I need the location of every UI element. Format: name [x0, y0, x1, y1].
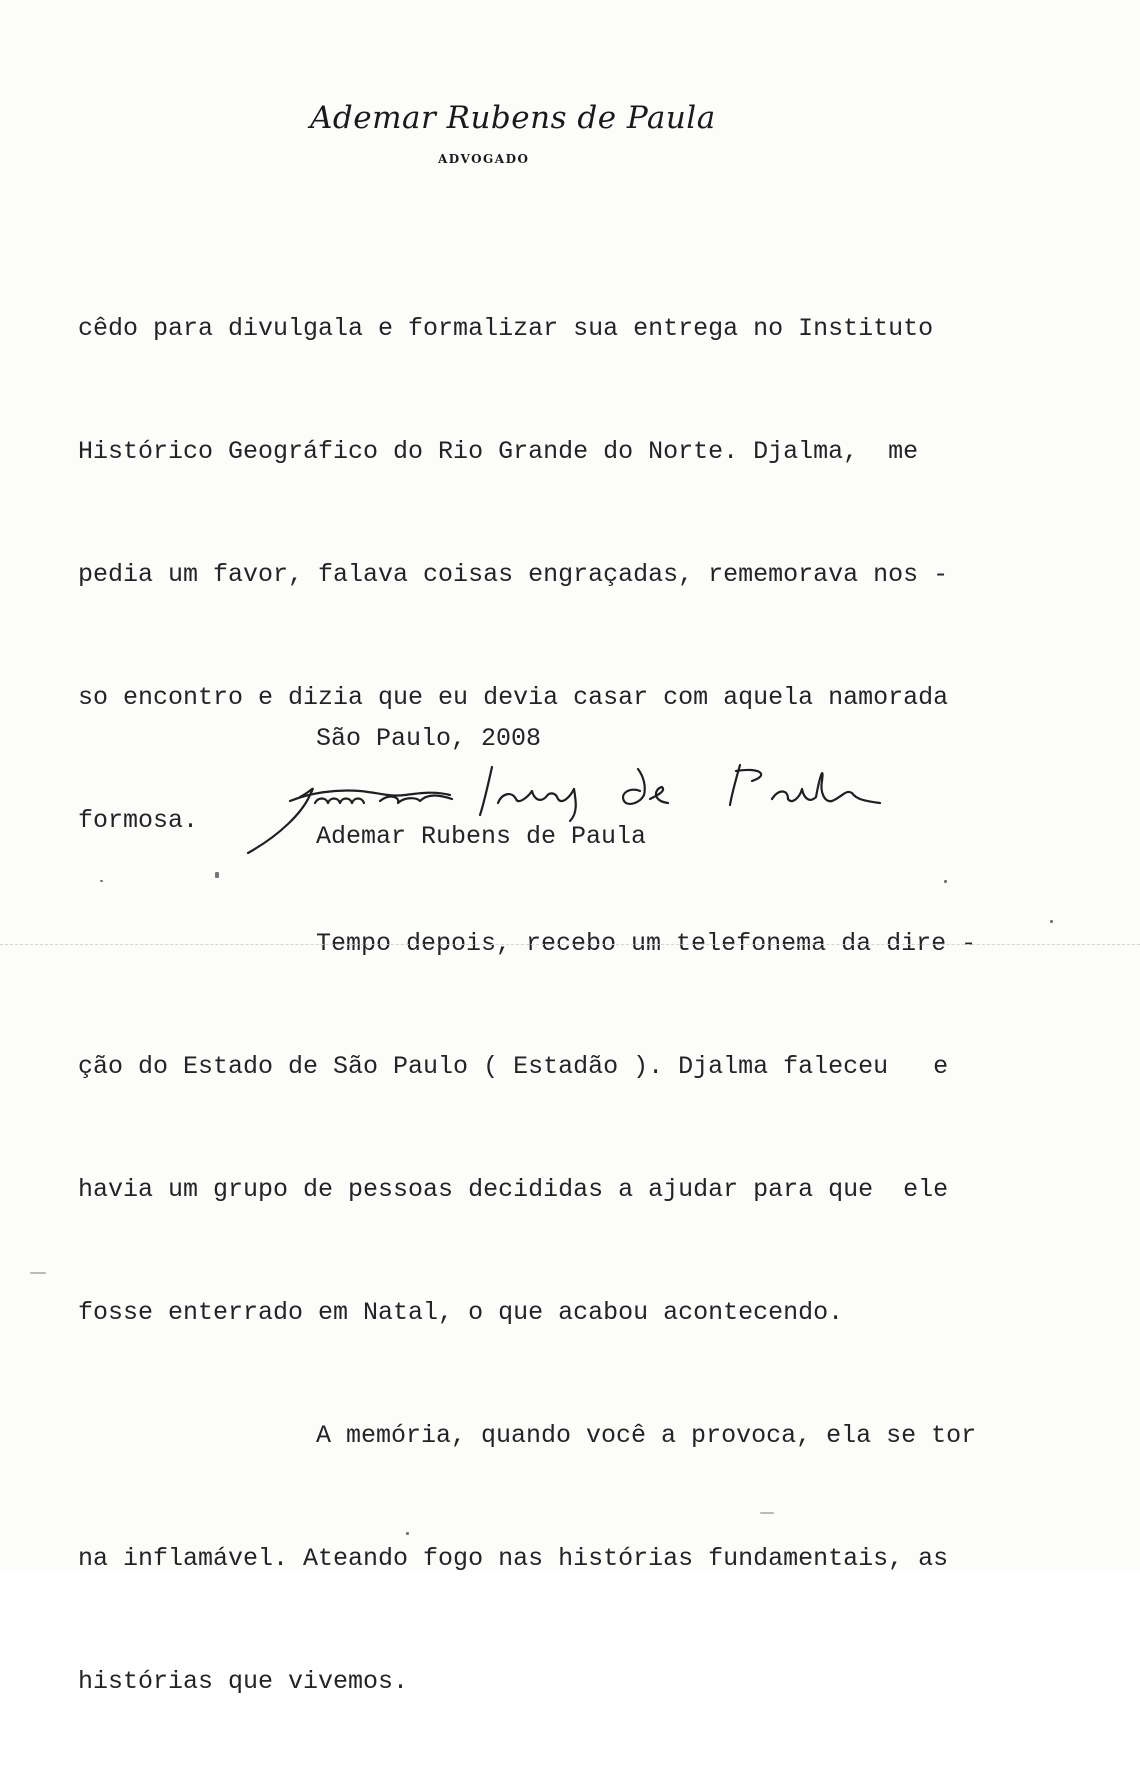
body-line: Histórico Geográfico do Rio Grande do Norte. Djalma, me — [78, 437, 919, 466]
paper-speck — [215, 872, 219, 878]
printed-name: Ademar Rubens de Paula — [316, 822, 647, 851]
paper-speck — [30, 1272, 46, 1274]
letterhead-name: Ademar Rubens de Paula — [310, 100, 716, 136]
paper-speck — [406, 1532, 409, 1535]
body-line: fosse enterrado em Natal, o que acabou acontecendo. — [78, 1298, 844, 1327]
paper-speck — [944, 880, 947, 883]
letterhead-title: ADVOGADO — [438, 152, 530, 166]
body-line-paragraph — [78, 1415, 976, 1456]
body-line: formosa. — [78, 806, 199, 835]
paper-speck — [760, 1512, 774, 1514]
paper-speck — [100, 880, 103, 882]
body-line-text: A memória, quando você a provoca, ela se tor — [316, 1421, 977, 1450]
faint-fold-line — [0, 944, 1140, 945]
body-line: pedia um favor, falava coisas engraçadas, rememorava nos - — [78, 560, 949, 589]
body-line: so encontro e dizia que eu devia casar com aquela namorada — [78, 683, 949, 712]
body-line: havia um grupo de pessoas decididas a ajudar para que ele — [78, 1175, 949, 1204]
letter-body — [78, 226, 976, 1784]
body-line: ção do Estado de São Paulo ( Estadão ). Djalma faleceu e — [78, 1052, 949, 1081]
body-line: histórias que vivemos. — [78, 1667, 409, 1696]
place-date: São Paulo, 2008 — [316, 724, 542, 753]
paper-speck — [1050, 920, 1053, 923]
body-line: na inflamável. Ateando fogo nas histórias fundamentais, as — [78, 1544, 949, 1573]
body-line-text: Tempo depois, recebo um telefonema da dire - — [316, 929, 977, 958]
body-line: cêdo para divulgala e formalizar sua entrega no Instituto — [78, 314, 934, 343]
